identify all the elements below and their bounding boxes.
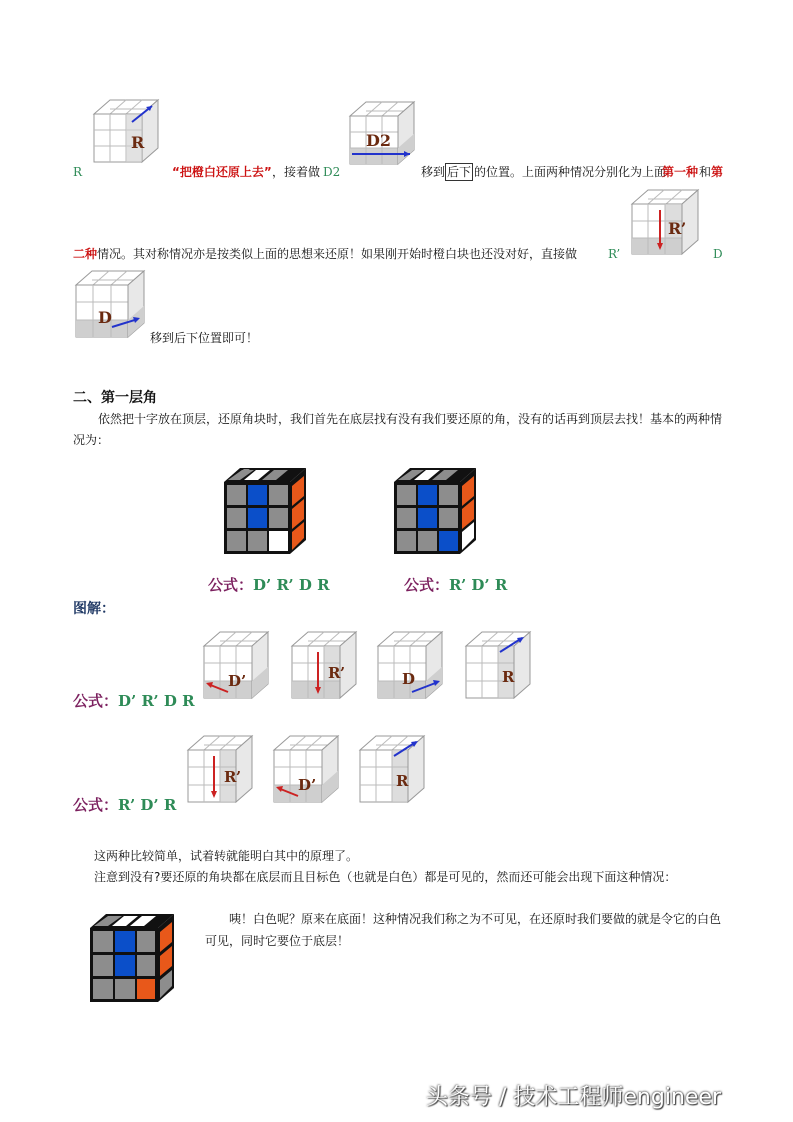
text-move-to: 移到: [421, 165, 446, 179]
text-line3: 移到后下位置即可！: [150, 331, 259, 345]
diagram-row2-formula: [73, 794, 176, 815]
diagram-row1-cube-1: [198, 626, 274, 709]
formula-moves: R’ D’ R: [449, 576, 508, 594]
side-note-line2: 可见，同时它要位于底层！: [205, 934, 350, 948]
move-label-r: R: [73, 165, 83, 179]
formula-moves: R’ D’ R: [118, 796, 177, 814]
cube-label: R: [502, 668, 515, 686]
cube-label: R’: [224, 768, 242, 786]
diagram-row2-cube-3: [354, 730, 430, 813]
text-position-rest: 的位置。上面两种情况分别化为上面: [474, 165, 667, 179]
move-label-d2: D2: [323, 165, 341, 179]
formula-left: [208, 574, 330, 595]
diagram-row1-cube-2: [286, 626, 362, 709]
move-label-r-prime: R’: [608, 247, 621, 261]
section-paragraph-line1: 依然把十字放在顶层，还原角块时，我们首先在底层找有没有我们要还原的角，没有的话再到顶层去找！基本的两种情: [98, 412, 723, 426]
cube-label: R’: [328, 664, 346, 682]
move-label-d: D: [713, 247, 723, 261]
photo-cube-right: [390, 464, 480, 563]
cube-diagram-r: [88, 92, 162, 170]
bold-phrase: “把橙白还原上去”: [172, 165, 272, 179]
diagram-row2-cube-2: [268, 730, 344, 813]
cube-label: D’: [298, 776, 317, 794]
boxed-back-bottom: 后下: [447, 165, 472, 179]
formula-prefix: 公式：: [208, 576, 254, 594]
diagram-row1-cube-3: [372, 626, 448, 709]
formula-right: [404, 574, 507, 595]
text-line2: 情况。其对称情况亦是按类似上面的思想来还原！如果刚开始时橙白块也还没对好，直接做: [97, 247, 578, 261]
text-second-a: 第: [711, 165, 724, 179]
note-line1: 这两种比较简单，试着转就能明白其中的原理了。: [94, 849, 359, 863]
diagram-row1-formula: [73, 690, 195, 711]
cube-label: D’: [228, 672, 247, 690]
formula-prefix: 公式：: [73, 796, 119, 814]
footer-credit: 头条号 / 技术工程师engineer: [426, 1085, 722, 1110]
cube-label: R’: [668, 219, 687, 238]
text-second-b: 二种: [73, 247, 98, 261]
text-then-do: ，接着做: [272, 165, 321, 179]
text-first-kind: 第一种: [662, 165, 699, 179]
formula-moves: D’ R’ D R: [118, 692, 195, 710]
formula-moves: D’ R’ D R: [253, 576, 330, 594]
diagram-row2-cube-1: [182, 730, 258, 813]
diagram-row1-cube-4: [460, 626, 536, 709]
cube-diagram-d: [70, 263, 152, 343]
cube-label: R: [131, 133, 145, 152]
side-note-line1: 咦！白色呢？原来在底面！这种情况我们称之为不可见，在还原时我们要做的就是令它的白色: [229, 912, 722, 926]
cube-diagram-d2: [344, 94, 420, 174]
section-paragraph-line2: 况为：: [73, 433, 110, 447]
cube-label: D: [98, 308, 112, 327]
cube-label: R: [396, 772, 409, 790]
text-and: 和: [699, 165, 712, 179]
formula-prefix: 公式：: [73, 692, 119, 710]
cube-diagram-r-prime: [626, 182, 706, 262]
formula-prefix: 公式：: [404, 576, 450, 594]
diagram-title: 图解：: [73, 601, 115, 617]
photo-cube-bottom: [86, 910, 178, 1009]
cube-label: D: [402, 670, 416, 688]
note-line2: 注意到没有?要还原的角块都在底层而且目标色（也就是白色）都是可见的，然而还可能会出现下面这种情况：: [94, 870, 677, 884]
section-heading: 二、第一层角: [73, 390, 157, 406]
cube-label: D2: [366, 131, 392, 150]
photo-cube-left: [220, 464, 310, 563]
